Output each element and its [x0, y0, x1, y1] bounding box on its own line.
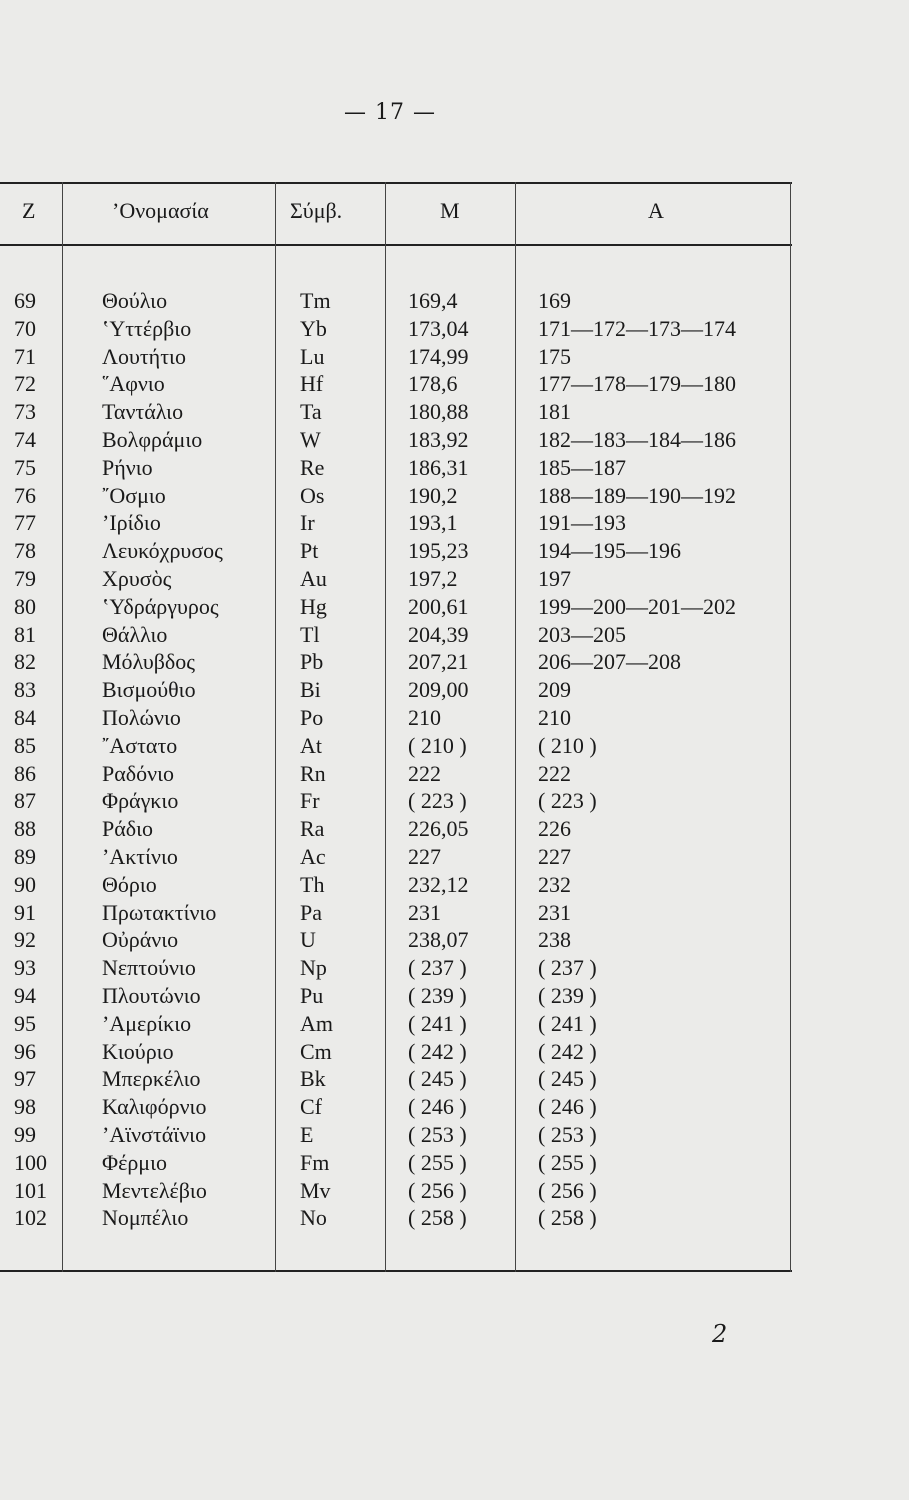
table-row [0, 287, 800, 315]
element-symbol-cell: Mv [300, 1177, 331, 1203]
mass-numbers-cell: 238 [538, 927, 571, 953]
table-row [0, 871, 800, 899]
atomic-mass-cell: 178,6 [408, 371, 458, 397]
atomic-number-cell: 69 [14, 288, 36, 313]
atomic-number-cell: 81 [14, 621, 36, 647]
atomic-number-cell: 95 [14, 1010, 36, 1036]
table-row [0, 343, 800, 371]
table-row [0, 648, 800, 676]
atomic-number-cell: 98 [14, 1094, 36, 1120]
atomic-number-cell: 93 [14, 955, 36, 981]
mass-numbers-cell: 232 [538, 871, 571, 897]
table-row [0, 1010, 800, 1038]
atomic-mass-cell: 197,2 [408, 565, 458, 591]
element-name-cell: Ράδιο [102, 816, 154, 842]
mass-numbers-cell: 231 [538, 899, 571, 925]
mass-numbers-cell: 199—200—201—202 [538, 593, 736, 619]
table-row [0, 593, 800, 621]
element-symbol-cell: Pu [300, 982, 324, 1008]
element-symbol-cell: Th [300, 871, 325, 897]
element-symbol-cell: Po [300, 704, 324, 730]
element-symbol-cell: Ta [300, 399, 322, 425]
header-isotopes: A [648, 198, 664, 223]
atomic-number-cell: 89 [14, 843, 36, 869]
element-symbol-cell: Au [300, 565, 327, 591]
element-name-cell: Λουτήτιο [102, 343, 186, 369]
table-row [0, 982, 800, 1010]
element-symbol-cell: Bi [300, 677, 321, 703]
mass-numbers-cell: 226 [538, 816, 571, 842]
mass-numbers-cell: 203—205 [538, 621, 626, 647]
page-number: — 17 — [344, 100, 436, 125]
atomic-number-cell: 102 [14, 1205, 47, 1231]
atomic-mass-cell: 204,39 [408, 621, 469, 647]
table-row [0, 1177, 800, 1205]
table-row [0, 1093, 800, 1121]
atomic-mass-cell: 209,00 [408, 677, 469, 703]
atomic-mass-cell: 190,2 [408, 482, 458, 508]
element-symbol-cell: Ra [300, 816, 325, 842]
header-name: ’Ονομασία [112, 198, 209, 223]
atomic-number-cell: 75 [14, 454, 36, 480]
mass-numbers-cell: ( 237 ) [538, 955, 597, 981]
element-name-cell: Κιούριο [102, 1038, 174, 1064]
mass-numbers-cell: 209 [538, 677, 571, 703]
element-symbol-cell: U [300, 927, 316, 953]
element-name-cell: Νεπτούνιο [102, 955, 196, 981]
element-name-cell: Φέρμιο [102, 1149, 168, 1175]
atomic-number-cell: 91 [14, 899, 36, 925]
element-name-cell: ʽΥδράργυρος [102, 593, 219, 619]
element-name-cell: ’Αμερίκιο [102, 1010, 192, 1036]
element-symbol-cell: Hf [300, 371, 324, 397]
atomic-mass-cell: ( 258 ) [408, 1205, 467, 1231]
mass-numbers-cell: ( 256 ) [538, 1177, 597, 1203]
element-symbol-cell: Np [300, 955, 327, 981]
element-name-cell: Θόριο [102, 871, 157, 897]
element-name-cell: Μπερκέλιο [102, 1066, 201, 1092]
element-name-cell: ῎Αστατο [102, 732, 178, 758]
element-name-cell: ’Αϊνστάϊνιο [102, 1121, 207, 1147]
element-symbol-cell: Pt [300, 538, 319, 564]
atomic-mass-cell: ( 239 ) [408, 982, 467, 1008]
table-row [0, 537, 800, 565]
table-row [0, 621, 800, 649]
header-mass: M [440, 198, 460, 223]
element-symbol-cell: Bk [300, 1066, 326, 1092]
atomic-number-cell: 77 [14, 510, 36, 536]
element-name-cell: Ρήνιο [102, 454, 153, 480]
table-row [0, 1204, 800, 1232]
mass-numbers-cell: 188—189—190—192 [538, 482, 736, 508]
mass-numbers-cell: ( 223 ) [538, 788, 597, 814]
element-name-cell: Βισμούθιο [102, 677, 196, 703]
mass-numbers-cell: 169 [538, 288, 571, 313]
atomic-number-cell: 96 [14, 1038, 36, 1064]
mass-numbers-cell: ( 253 ) [538, 1121, 597, 1147]
atomic-number-cell: 88 [14, 816, 36, 842]
mass-numbers-cell: 222 [538, 760, 571, 786]
element-name-cell: Ταντάλιο [102, 399, 184, 425]
table-row [0, 1065, 800, 1093]
element-symbol-cell: Lu [300, 343, 325, 369]
element-symbol-cell: Fr [300, 788, 320, 814]
mass-numbers-cell: ( 239 ) [538, 982, 597, 1008]
table-row [0, 509, 800, 537]
atomic-mass-cell: ( 255 ) [408, 1149, 467, 1175]
atomic-mass-cell: 238,07 [408, 927, 469, 953]
atomic-number-cell: 71 [14, 343, 36, 369]
footer-signature-mark: 2 [712, 1320, 728, 1348]
element-symbol-cell: Fm [300, 1149, 330, 1175]
atomic-number-cell: 83 [14, 677, 36, 703]
element-name-cell: Φράγκιο [102, 788, 179, 814]
atomic-mass-cell: 174,99 [408, 343, 469, 369]
atomic-number-cell: 78 [14, 538, 36, 564]
element-name-cell: Μόλυβδος [102, 649, 195, 675]
element-symbol-cell: Cm [300, 1038, 332, 1064]
table-row [0, 426, 800, 454]
atomic-mass-cell: 222 [408, 760, 441, 786]
atomic-mass-cell: 183,92 [408, 426, 469, 452]
element-symbol-cell: Tm [300, 288, 331, 313]
header-symbol: Σύμβ. [290, 198, 343, 223]
element-symbol-cell: E [300, 1121, 314, 1147]
atomic-mass-cell: ( 246 ) [408, 1094, 467, 1120]
atomic-mass-cell: 193,1 [408, 510, 458, 536]
atomic-mass-cell: ( 237 ) [408, 955, 467, 981]
atomic-mass-cell: ( 253 ) [408, 1121, 467, 1147]
atomic-number-cell: 84 [14, 704, 36, 730]
element-name-cell: Μεντελέβιο [102, 1177, 207, 1203]
table-row [0, 787, 800, 815]
element-name-cell: Πλουτώνιο [102, 982, 201, 1008]
table-row [0, 843, 800, 871]
table-row [0, 454, 800, 482]
atomic-number-cell: 85 [14, 732, 36, 758]
table-row [0, 704, 800, 732]
mass-numbers-cell: 194—195—196 [538, 538, 681, 564]
table-bottom-rule [0, 1270, 792, 1272]
element-symbol-cell: Am [300, 1010, 333, 1036]
element-name-cell: Νομπέλιο [102, 1205, 189, 1231]
table-row [0, 815, 800, 843]
atomic-number-cell: 87 [14, 788, 36, 814]
table-row [0, 732, 800, 760]
element-name-cell: Καλιφόρνιο [102, 1094, 207, 1120]
element-symbol-cell: Cf [300, 1094, 322, 1120]
mass-numbers-cell: 206—207—208 [538, 649, 681, 675]
atomic-number-cell: 97 [14, 1066, 36, 1092]
mass-numbers-cell: 175 [538, 343, 571, 369]
element-name-cell: ῞Αφνιο [102, 371, 165, 397]
table-row [0, 760, 800, 788]
table-body [0, 287, 800, 1232]
atomic-number-cell: 100 [14, 1149, 47, 1175]
element-symbol-cell: Pa [300, 899, 322, 925]
atomic-mass-cell: 180,88 [408, 399, 469, 425]
mass-numbers-cell: ( 255 ) [538, 1149, 597, 1175]
header-z: Z [22, 198, 36, 223]
element-name-cell: Ραδόνιο [102, 760, 174, 786]
element-symbol-cell: Ac [300, 843, 326, 869]
element-symbol-cell: W [300, 426, 321, 452]
element-symbol-cell: Ir [300, 510, 315, 536]
mass-numbers-cell: ( 242 ) [538, 1038, 597, 1064]
atomic-mass-cell: 210 [408, 704, 441, 730]
element-symbol-cell: Re [300, 454, 325, 480]
element-name-cell: Πρωτακτίνιο [102, 899, 217, 925]
mass-numbers-cell: 182—183—184—186 [538, 426, 736, 452]
atomic-number-cell: 92 [14, 927, 36, 953]
mass-numbers-cell: 191—193 [538, 510, 626, 536]
atomic-number-cell: 74 [14, 426, 36, 452]
atomic-mass-cell: ( 241 ) [408, 1010, 467, 1036]
mass-numbers-cell: 177—178—179—180 [538, 371, 736, 397]
atomic-mass-cell: 227 [408, 843, 441, 869]
element-name-cell: ’Ακτίνιο [102, 843, 178, 869]
element-name-cell: Χρυσὸς [102, 565, 172, 591]
element-name-cell: ῎Οσμιο [102, 482, 166, 508]
element-symbol-cell: At [300, 732, 322, 758]
atomic-number-cell: 82 [14, 649, 36, 675]
element-name-cell: Λευκόχρυσος [102, 538, 223, 564]
table-row [0, 398, 800, 426]
atomic-mass-cell: 186,31 [408, 454, 469, 480]
atomic-number-cell: 70 [14, 315, 36, 341]
atomic-number-cell: 101 [14, 1177, 47, 1203]
table-row [0, 482, 800, 510]
atomic-number-cell: 76 [14, 482, 36, 508]
atomic-mass-cell: ( 245 ) [408, 1066, 467, 1092]
table-row [0, 676, 800, 704]
atomic-number-cell: 94 [14, 982, 36, 1008]
atomic-number-cell: 72 [14, 371, 36, 397]
mass-numbers-cell: 171—172—173—174 [538, 315, 736, 341]
element-name-cell: Θούλιο [102, 288, 168, 313]
table-row [0, 315, 800, 343]
table-top-rule [0, 182, 792, 184]
element-symbol-cell: Rn [300, 760, 326, 786]
element-symbol-cell: No [300, 1205, 327, 1231]
mass-numbers-cell: 227 [538, 843, 571, 869]
header-bottom-rule [0, 244, 792, 246]
table-row [0, 1038, 800, 1066]
atomic-mass-cell: ( 210 ) [408, 732, 467, 758]
atomic-mass-cell: 207,21 [408, 649, 469, 675]
atomic-number-cell: 99 [14, 1121, 36, 1147]
atomic-number-cell: 80 [14, 593, 36, 619]
element-symbol-cell: Yb [300, 315, 327, 341]
atomic-number-cell: 79 [14, 565, 36, 591]
element-name-cell: Πολώνιο [102, 704, 181, 730]
atomic-mass-cell: ( 256 ) [408, 1177, 467, 1203]
table-row [0, 899, 800, 927]
table-row [0, 954, 800, 982]
element-name-cell: ʽΥττέρβιο [102, 315, 192, 341]
mass-numbers-cell: ( 245 ) [538, 1066, 597, 1092]
table-row [0, 565, 800, 593]
table-row [0, 1121, 800, 1149]
atomic-mass-cell: 226,05 [408, 816, 469, 842]
element-name-cell: Θάλλιο [102, 621, 168, 647]
table-row [0, 1149, 800, 1177]
atomic-mass-cell: ( 223 ) [408, 788, 467, 814]
mass-numbers-cell: ( 246 ) [538, 1094, 597, 1120]
element-name-cell: Οὐράνιο [102, 927, 179, 953]
element-symbol-cell: Os [300, 482, 325, 508]
atomic-mass-cell: 169,4 [408, 288, 458, 313]
mass-numbers-cell: ( 241 ) [538, 1010, 597, 1036]
atomic-mass-cell: 232,12 [408, 871, 469, 897]
atomic-mass-cell: ( 242 ) [408, 1038, 467, 1064]
mass-numbers-cell: ( 210 ) [538, 732, 597, 758]
mass-numbers-cell: 197 [538, 565, 571, 591]
mass-numbers-cell: 210 [538, 704, 571, 730]
element-symbol-cell: Tl [300, 621, 320, 647]
element-name-cell: ’Ιρίδιο [102, 510, 161, 536]
atomic-number-cell: 73 [14, 399, 36, 425]
atomic-number-cell: 90 [14, 871, 36, 897]
atomic-mass-cell: 195,23 [408, 538, 469, 564]
mass-numbers-cell: 181 [538, 399, 571, 425]
mass-numbers-cell: 185—187 [538, 454, 626, 480]
element-symbol-cell: Pb [300, 649, 324, 675]
mass-numbers-cell: ( 258 ) [538, 1205, 597, 1231]
element-symbol-cell: Hg [300, 593, 327, 619]
table-row [0, 370, 800, 398]
atomic-mass-cell: 173,04 [408, 315, 469, 341]
table-row [0, 926, 800, 954]
atomic-mass-cell: 200,61 [408, 593, 469, 619]
atomic-number-cell: 86 [14, 760, 36, 786]
atomic-mass-cell: 231 [408, 899, 441, 925]
element-name-cell: Βολφράμιο [102, 426, 203, 452]
